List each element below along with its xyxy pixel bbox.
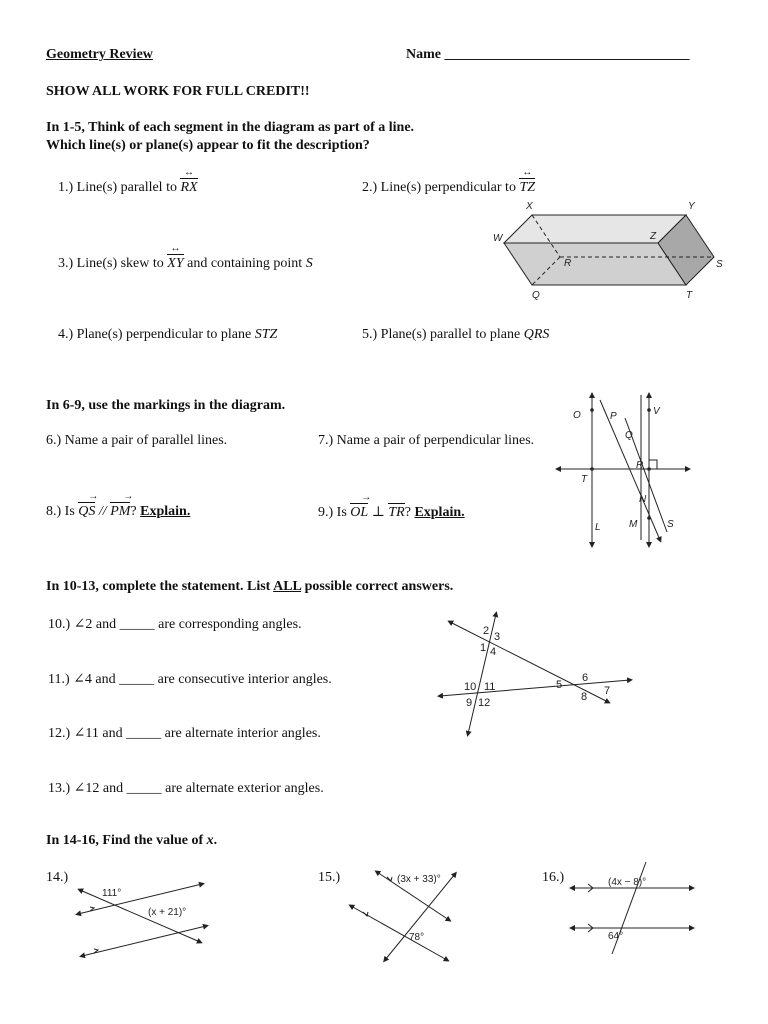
question-number: 12.) [48,726,71,741]
angle-symbol: ∠2 [73,617,93,632]
answer-blank[interactable]: _____ [126,726,162,741]
question-text: Plane(s) parallel to plane [380,327,521,342]
label-r: R [564,258,572,269]
question-text: are alternate exterior angles. [165,781,324,796]
angle-label-12: 12 [478,697,491,709]
transversal-line [468,614,496,734]
right-angle-mark [649,460,657,469]
question-9 [318,504,465,521]
angle-symbol: ∠12 [73,781,100,796]
angle-label-6: 6 [582,672,589,684]
question-15-number: 15.) [318,870,341,885]
connector-text: and [95,672,116,687]
question-mark: ? [404,505,411,520]
angle-symbol: ∠4 [73,672,92,687]
line-symbol: XY ↔ [167,256,183,272]
label-z: Z [650,231,657,242]
ray-symbol: PM → [110,504,130,520]
question-text: Line(s) skew to [76,256,164,271]
name-label [406,47,690,63]
question-5 [362,327,549,343]
label-x: X [526,201,533,212]
segment-symbol: TR [388,505,405,520]
heading-variable: x [206,833,214,848]
heading-period: . [213,833,218,848]
angle-label-1: 1 [480,642,487,654]
label-s: S [716,259,723,270]
question-number: 7.) [318,433,334,448]
heading-text: In 14-16, Find the value of [46,833,204,848]
angle-label-2: 2 [483,625,490,637]
angle-label-11: 11 [484,681,496,693]
question-number: 9.) [318,505,334,520]
q16-diagram [568,858,698,958]
label-m: M [629,519,638,530]
question-12 [48,725,321,742]
point-n [647,516,651,520]
question-text: Line(s) parallel to [76,180,177,195]
angle-label-9: 9 [466,697,473,709]
q15-angle-label-1: (3x + 33)° [397,874,441,885]
lines-diagram [555,390,695,550]
explain-label: Explain. [414,505,465,520]
question-16-number: 16.) [542,870,565,885]
instructions: SHOW ALL WORK FOR FULL CREDIT!! [46,84,310,99]
question-14-number: 14.) [46,870,69,885]
question-text: Is [336,505,347,520]
angle-label-5: 5 [556,679,563,691]
question-text: Line(s) perpendicular to [380,180,516,195]
prism-front-face [504,243,686,285]
question-2 [362,180,535,196]
question-text: Is [64,504,75,519]
ray-symbol: QS → [78,504,95,520]
explain-label: Explain. [140,504,191,519]
angle-label-4: 4 [490,646,497,658]
question-text: Plane(s) perpendicular to plane [76,327,252,342]
point-t [590,467,594,471]
angle-symbol: ∠11 [73,726,99,741]
question-number: 4.) [58,327,74,342]
q14-angle-label-1: 111° [102,888,122,899]
label-r: R [636,460,644,471]
q14-parallel-line-2 [82,926,206,956]
relation-symbol: // [98,504,107,519]
label-y: Y [688,201,695,212]
label-q: Q [532,290,540,301]
q15-parallel-mark-2 [363,912,368,916]
point-symbol: S [305,256,313,271]
answer-blank[interactable]: _____ [119,617,155,632]
label-p: P [610,411,617,422]
plane-symbol: STZ [254,327,278,342]
q14-diagram [70,880,210,960]
question-4 [58,327,277,343]
question-8 [46,504,190,520]
label-v: V [653,406,660,417]
question-3 [58,256,313,272]
heading-text-end: possible correct answers. [304,579,454,594]
plane-symbol: QRS [523,327,550,342]
angle-label-10: 10 [464,681,477,693]
section3-heading [46,579,453,595]
question-text: Name a pair of parallel lines. [64,433,228,448]
section4-heading [46,833,217,849]
answer-blank[interactable]: _____ [119,672,155,687]
question-text: Name a pair of perpendicular lines. [336,433,535,448]
question-number: 1.) [58,180,74,195]
question-13 [48,780,324,797]
line-symbol: TZ ↔ [519,180,535,196]
question-number: 3.) [58,256,74,271]
heading-emphasis: ALL [273,579,302,594]
label-q: Q [625,430,633,441]
question-text-after: and containing point [187,256,303,271]
label-t: T [581,474,588,485]
question-number: 6.) [46,433,62,448]
question-text: are alternate interior angles. [164,726,321,741]
prism-diagram [490,195,735,305]
label-l: L [595,522,601,533]
question-number: 2.) [362,180,378,195]
label-w: W [493,233,503,244]
question-mark: ? [130,504,137,519]
connector-text: and [102,726,123,741]
q16-angle-label-1: (4x − 8)° [608,877,647,888]
question-1 [58,180,198,196]
section1-heading-line2: Which line(s) or plane(s) appear to fit the description? [46,138,370,153]
label-t: T [686,290,693,301]
question-number: 11.) [48,672,70,687]
point-v [647,408,651,412]
point-o [590,408,594,412]
question-11 [48,671,332,688]
ray-symbol: OL → [350,505,368,521]
section1-heading-line1: In 1-5, Think of each segment in the diagram as part of a line. [46,120,415,135]
answer-blank[interactable]: _____ [126,781,162,796]
question-6 [46,433,227,449]
angle-label-3: 3 [494,631,501,643]
question-number: 5.) [362,327,378,342]
q15-diagram [345,868,465,964]
q14-angle-label-2: (x + 21)° [148,907,187,918]
q16-angle-label-2: 64° [608,931,624,942]
name-blank[interactable]: ___________________________________ [444,47,690,62]
connector-text: and [95,617,117,632]
worksheet-title: Geometry Review [46,47,153,62]
heading-text: In 10-13, complete the statement. List [46,579,271,594]
label-n: N [639,494,647,505]
connector-text: and [102,781,124,796]
question-number: 13.) [48,781,71,796]
question-text: are consecutive interior angles. [157,672,332,687]
name-label-text: Name [406,47,441,62]
q15-angle-label-2: 78° [409,932,425,943]
question-7 [318,433,534,449]
relation-symbol: ⊥ [371,505,385,520]
angle-label-7: 7 [604,685,611,697]
line-symbol: RX ↔ [180,180,197,196]
prism-top-face [504,215,686,243]
question-number: 8.) [46,504,62,519]
question-number: 10.) [48,617,71,632]
question-10 [48,616,302,633]
transversal-angles-diagram [436,610,636,740]
point-r [647,467,651,471]
label-s: S [667,519,674,530]
label-o: O [573,410,581,421]
section2-heading: In 6-9, use the markings in the diagram. [46,398,286,413]
angle-label-8: 8 [581,691,588,703]
question-text: are corresponding angles. [158,617,302,632]
